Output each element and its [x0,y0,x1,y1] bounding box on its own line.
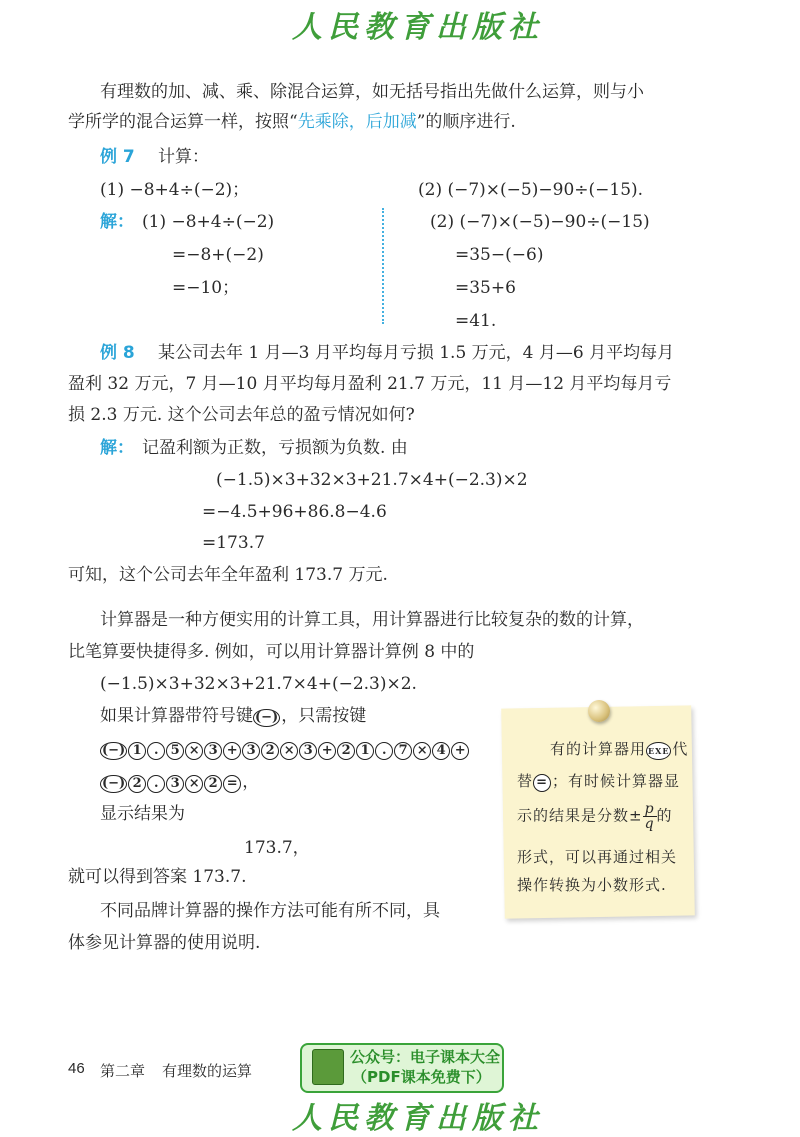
example-7-solution-2-line-3: =35+6 [455,278,516,298]
publisher-logo: 人民教育出版社 [292,10,544,45]
example-7-label: 例 7 [100,147,135,167]
note-line-2-end: ；有时候计算器显 [552,772,681,790]
key-3-icon: 3 [166,775,184,793]
key-5-icon: 5 [166,742,184,760]
example-7-solution-label: 解： [100,212,134,232]
key-7-icon: 7 [394,742,412,760]
key-equals-icon: = [223,775,241,793]
key-plus-icon: + [223,742,241,760]
key-negative-icon: (−) [102,776,126,791]
note-line-3-start: 示的结果是分数± [517,806,643,825]
example-7-solution-2-line-1: (2) (−7)×(−5)−90÷(−15) [430,212,650,232]
example-8-line-1: 某公司去年 1 月—3 月平均每月亏损 1.5 万元，4 月—6 月平均每月 [158,343,675,363]
fraction-denominator: q [644,816,655,832]
intro-line-1: 有理数的加、减、乘、除混合运算，如无括号指出先做什么运算，则与小 [100,82,644,102]
page-number: 46 [68,1060,85,1077]
key-1-icon: 1 [128,742,146,760]
calculator-paragraph-1-line-2: 比笔算要快捷得多. 例如，可以用计算器计算例 8 中的 [68,642,475,662]
key-2-icon: 2 [261,742,279,760]
example-7-solution-2-line-2: =35−(−6) [455,245,544,265]
key-1-icon: 1 [356,742,374,760]
key-2-icon: 2 [204,775,222,793]
key-2-icon: 2 [128,775,146,793]
key-2-icon: 2 [337,742,355,760]
example-7-solution-2-line-4: =41. [455,311,497,331]
example-7-solution-1-line-1: (1) −8+4÷(−2) [142,212,275,232]
chapter-number: 第二章 [100,1062,146,1080]
note-line-5: 操作转换为小数形式. [517,876,667,894]
display-value: 173.7， [244,838,310,858]
key-negative-icon: (−) [102,743,126,758]
promo-banner-line-1: 公众号：电子课本大全 [350,1048,501,1066]
promo-banner-line-2: （PDF课本免费下） [352,1068,491,1086]
key-3-icon: 3 [299,742,317,760]
note-line-1 [550,738,688,760]
chapter-title: 有理数的运算 [162,1062,253,1080]
calculator-paragraph-3-line-2: 体参见计算器的使用说明. [68,933,261,953]
display-label: 显示结果为 [100,804,185,824]
key-multiply-icon: × [280,742,298,760]
example-7-question-1: (1) −8+4÷(−2)； [100,180,250,200]
footer-publisher-logo: 人民教育出版社 [292,1101,544,1136]
example-8-equation-2: =−4.5+96+86.8−4.6 [202,502,387,522]
example-8-solution-label: 解： [100,438,134,458]
intro-emphasis: 先乘除，后加减 [297,112,417,132]
example-7-solution-1-line-2: =−8+(−2) [172,245,264,265]
intro-line-2 [68,110,516,134]
solution-divider [382,208,384,324]
equals-key-icon: = [533,774,551,792]
key-sequence-line-2 [100,770,259,794]
example-8-conclusion: 可知，这个公司去年全年盈利 173.7 万元. [68,565,388,585]
key-3-icon: 3 [242,742,260,760]
key-multiply-icon: × [185,775,203,793]
example-7-question-2: (2) (−7)×(−5)−90÷(−15). [418,180,644,200]
fraction-p-over-q [643,802,657,831]
note-line-1-end: 代 [672,740,689,758]
key-sequence-line-1 [100,740,470,760]
book-icon [312,1049,344,1085]
calculator-paragraph-2-end: ，只需按键 [281,706,367,726]
note-line-2 [517,770,680,792]
example-8-solution-text: 记盈利额为正数，亏损额为负数. 由 [142,438,408,458]
calculator-paragraph-1-line-1: 计算器是一种方便实用的计算工具，用计算器进行比较复杂的数的计算， [100,610,644,630]
note-line-4: 形式，可以再通过相关 [517,848,678,866]
pin-icon [588,700,610,722]
calculator-paragraph-2 [100,704,366,728]
key-multiply-icon: × [413,742,431,760]
example-7-task: 计算： [158,147,209,167]
key-point-icon: . [375,742,393,760]
calculator-expression: (−1.5)×3+32×3+21.7×4+(−2.3)×2. [100,674,417,694]
key-point-icon: . [147,775,165,793]
exe-key-icon: EXE [646,742,671,760]
key-sequence-end: ， [242,772,260,792]
sign-key-icon: (−) [255,710,279,725]
example-8-line-2: 盈利 32 万元，7 月—10 月平均每月盈利 21.7 万元，11 月—12 月平均每月亏 [68,374,672,394]
calculator-paragraph-2-start: 如果计算器带符号键 [100,706,253,726]
key-plus-icon: + [318,742,336,760]
calculator-answer: 就可以得到答案 173.7. [68,867,247,887]
key-4-icon: 4 [432,742,450,760]
example-8-equation-3: =173.7 [202,533,265,553]
note-line-3-end: 的 [656,806,673,825]
key-multiply-icon: × [185,742,203,760]
key-plus-icon: + [451,742,469,760]
example-7-solution-1-line-3: =−10； [172,278,240,298]
example-8-equation-1: (−1.5)×3+32×3+21.7×4+(−2.3)×2 [216,470,528,490]
note-line-3 [517,802,673,831]
key-point-icon: . [147,742,165,760]
intro-line-2-end: ”的顺序进行. [416,112,516,132]
key-3-icon: 3 [204,742,222,760]
intro-line-2-start: 学所学的混合运算一样，按照“ [68,112,298,132]
note-line-1-start: 有的计算器用 [550,740,647,758]
fraction-numerator: p [644,801,655,817]
example-8-line-3: 损 2.3 万元. 这个公司去年总的盈亏情况如何? [68,405,415,425]
note-line-2-start: 替 [517,772,534,790]
example-8-label: 例 8 [100,343,135,363]
calculator-paragraph-3-line-1: 不同品牌计算器的操作方法可能有所不同，具 [100,901,440,921]
